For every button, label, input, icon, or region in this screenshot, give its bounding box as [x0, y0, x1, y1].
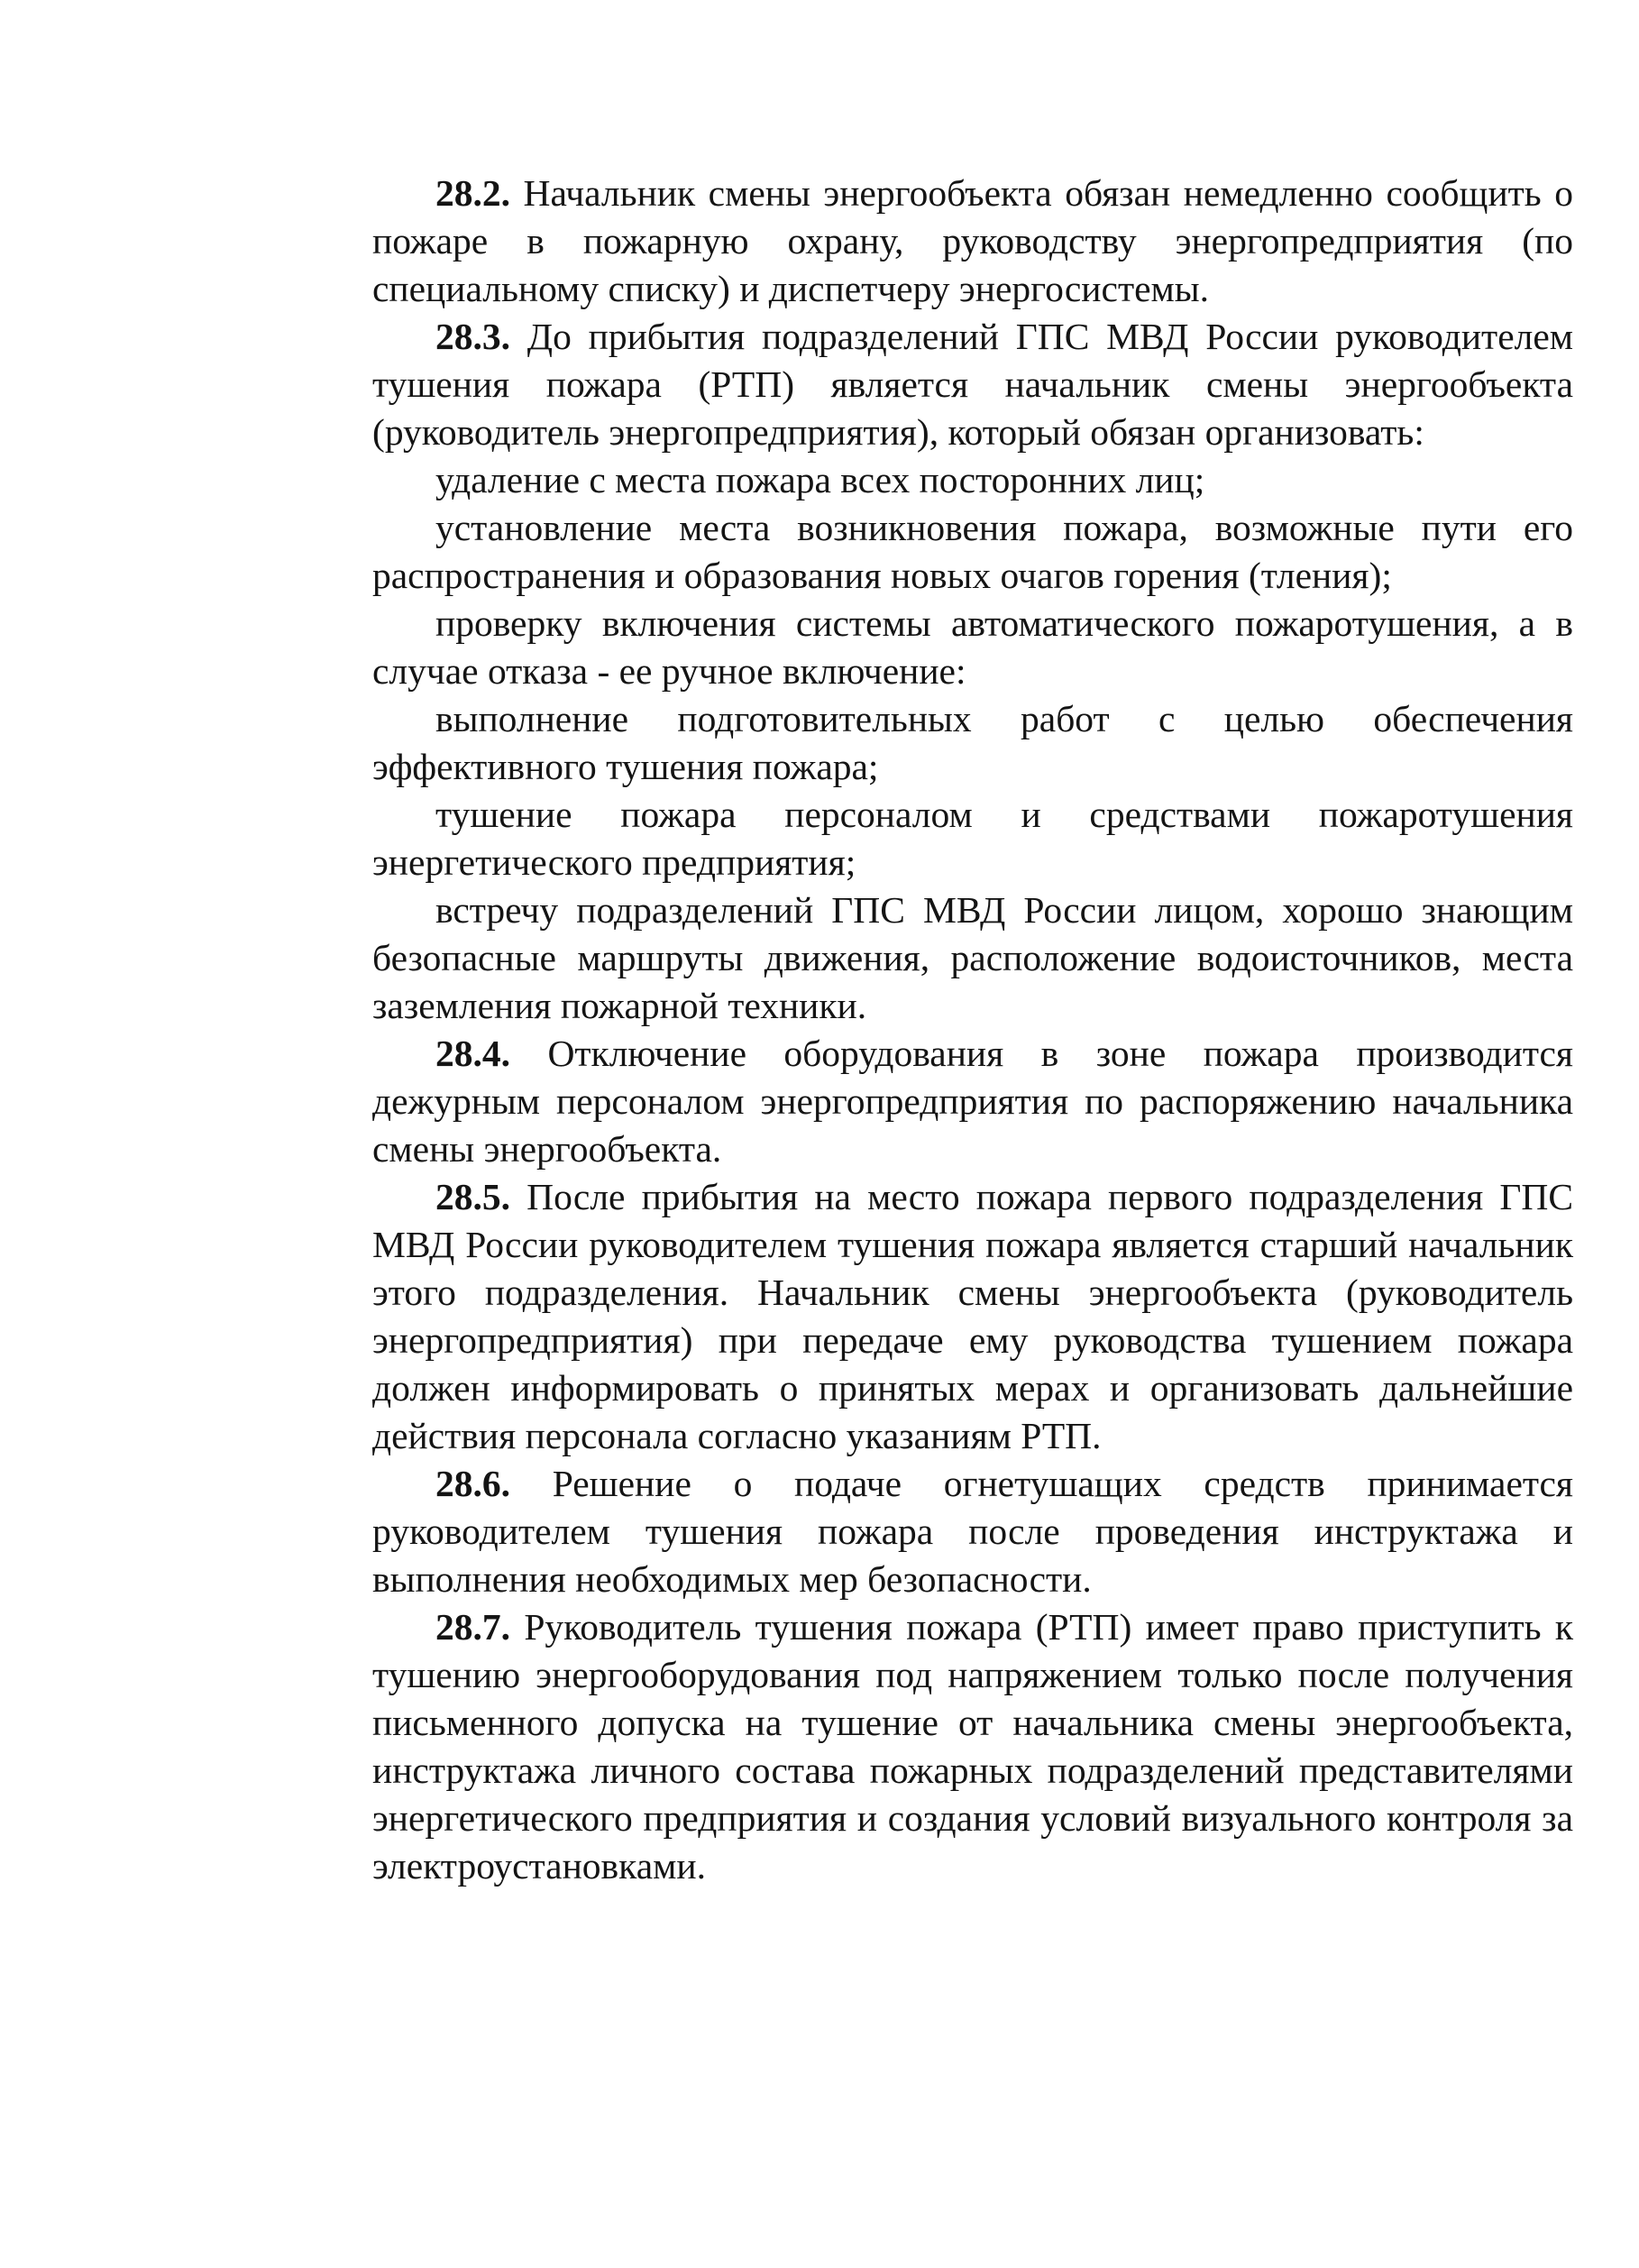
paragraph-28-3: [372, 313, 1573, 456]
paragraph-number: 28.6.: [435, 1463, 510, 1504]
list-item-meeting: [372, 886, 1573, 1030]
list-item-text: установление места возникновения пожара, возможные пути его распространения и образования новых очагов горения (тления);: [372, 507, 1573, 596]
paragraph-number: 28.4.: [435, 1033, 510, 1074]
list-item-text: тушение пожара персоналом и средствами пожаротушения энергетического предприятия;: [372, 794, 1573, 883]
paragraph-28-5: [372, 1173, 1573, 1460]
paragraph-28-6: [372, 1460, 1573, 1603]
paragraph-text: Отключение оборудования в зоне пожара производится дежурным персоналом энергопредприятия по распоряжению начальника смены энергообъекта.: [372, 1033, 1573, 1170]
paragraph-text: Начальник смены энергообъекта обязан немедленно сообщить о пожаре в пожарную охрану, руководству энергопредприятия (по специальному списку) и диспетчеру энергосистемы.: [372, 172, 1573, 309]
paragraph-number: 28.3.: [435, 316, 510, 357]
list-item-check-system: [372, 600, 1573, 695]
paragraph-number: 28.5.: [435, 1176, 510, 1217]
paragraph-number: 28.7.: [435, 1606, 510, 1648]
list-item-location: [372, 504, 1573, 600]
paragraph-text: До прибытия подразделений ГПС МВД России руководителем тушения пожара (РТП) является начальник смены энергообъекта (руководитель энергопредприятия), который обязан организовать:: [372, 316, 1573, 453]
list-item-preparatory-work: [372, 695, 1573, 791]
paragraph-28-2: [372, 170, 1573, 313]
list-item-removal: [372, 456, 1573, 504]
list-item-text: проверку включения системы автоматического пожаротушения, а в случае отказа - ее ручное включение:: [372, 602, 1573, 692]
list-item-extinguishing: [372, 791, 1573, 886]
paragraph-28-4: [372, 1030, 1573, 1173]
list-item-text: удаление с места пожара всех посторонних лиц;: [435, 459, 1205, 500]
paragraph-text: Руководитель тушения пожара (РТП) имеет право приступить к тушению энергооборудования под напряжением только после получения письменного допуска на тушение от начальника смены энергообъекта, инструктажа личного состава пожарных подразделений представителями энергетического предприятия и создания условий визуального контроля за электроустановками.: [372, 1606, 1573, 1887]
paragraph-text: После прибытия на место пожара первого подразделения ГПС МВД России руководителем тушения пожара является старший начальник этого подразделения. Начальник смены энергообъекта (руководитель энергопредприятия) при передаче ему руководства тушением пожара должен информировать о принятых мерах и организовать дальнейшие действия персонала согласно указаниям РТП.: [372, 1176, 1573, 1456]
paragraph-text: Решение о подаче огнетушащих средств принимается руководителем тушения пожара после проведения инструктажа и выполнения необходимых мер безопасности.: [372, 1463, 1574, 1600]
paragraph-number: 28.2.: [435, 172, 510, 214]
paragraph-28-7: [372, 1603, 1573, 1890]
document-page: [372, 170, 1573, 1890]
list-item-text: встречу подразделений ГПС МВД России лицом, хорошо знающим безопасные маршруты движения, расположение водоисточников, места заземления пожарной техники.: [372, 889, 1573, 1026]
list-item-text: выполнение подготовительных работ с целью обеспечения эффективного тушения пожара;: [372, 698, 1573, 787]
